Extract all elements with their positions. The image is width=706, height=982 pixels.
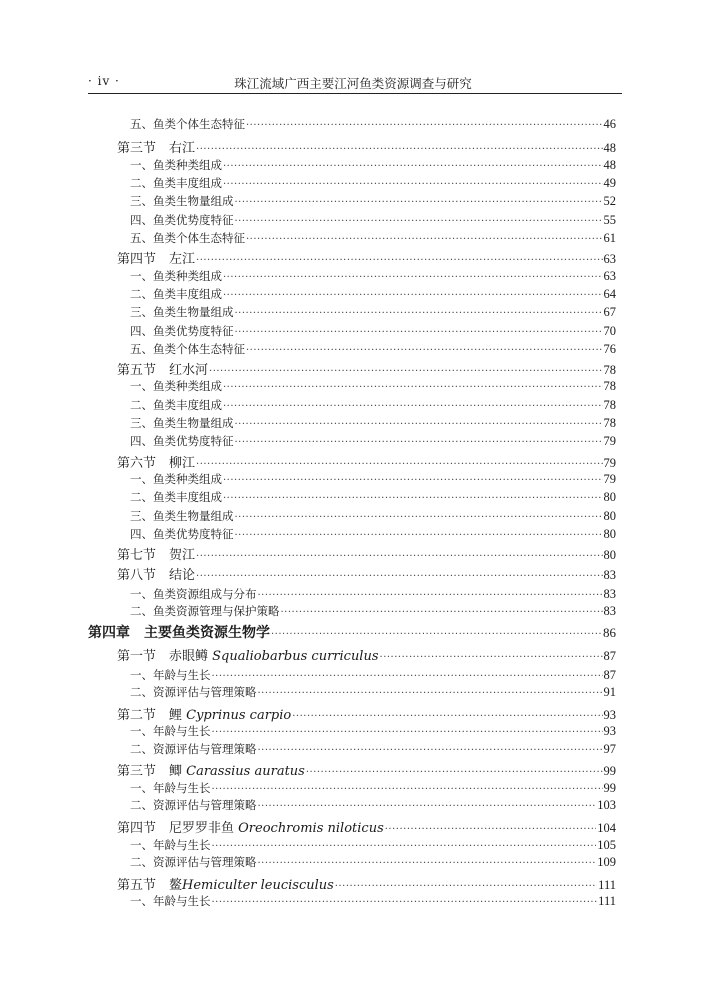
toc-entry-title-text: 第五节 红水河 xyxy=(117,363,209,379)
toc-entry-page-number: 48 xyxy=(603,140,616,155)
toc-entry-title-text: 第四章 主要鱼类资源生物学 xyxy=(88,625,270,642)
toc-dot-leader xyxy=(235,327,603,338)
toc-entry-title xyxy=(117,817,384,836)
toc-entry-title-text: 一、年龄与生长 xyxy=(130,780,211,795)
toc-entry[interactable] xyxy=(117,248,616,267)
toc-dot-leader xyxy=(223,475,603,486)
toc-dot-leader xyxy=(385,824,597,835)
toc-entry-title xyxy=(130,526,234,542)
toc-entry-page-number: 99 xyxy=(603,780,616,795)
toc-entry-title xyxy=(117,544,195,563)
toc-entry[interactable] xyxy=(130,526,616,545)
header-page-number: · iv · xyxy=(88,74,120,88)
toc-dot-leader xyxy=(258,688,603,699)
toc-entry-title xyxy=(130,667,211,683)
toc-entry-page-number: 78 xyxy=(603,397,616,412)
toc-entry-title xyxy=(130,797,257,813)
toc-entry-title-text: 二、鱼类丰度组成 xyxy=(130,397,222,412)
toc-entry-title xyxy=(130,586,257,602)
toc-dot-leader xyxy=(235,216,603,227)
toc-dot-leader xyxy=(212,841,597,852)
toc-entry-page-number: 70 xyxy=(603,323,616,338)
toc-entry-title xyxy=(130,415,234,431)
toc-entry-page-number: 99 xyxy=(603,763,616,778)
toc-entry-title xyxy=(130,397,222,413)
toc-entry-title xyxy=(130,268,222,284)
toc-dot-leader xyxy=(258,858,597,869)
toc-entry-title-text: 第三节 鲫 xyxy=(117,763,187,779)
toc-entry-page-number: 83 xyxy=(603,604,616,618)
toc-dot-leader xyxy=(212,897,598,908)
toc-entry[interactable] xyxy=(130,323,616,342)
toc-entry-page-number: 78 xyxy=(603,416,616,430)
toc-dot-leader xyxy=(258,590,603,601)
toc-entry[interactable] xyxy=(130,723,616,742)
toc-entry-title xyxy=(117,760,305,779)
toc-entry[interactable] xyxy=(130,286,616,305)
toc-entry[interactable] xyxy=(117,359,616,378)
toc-entry-page-number: 104 xyxy=(597,821,616,836)
toc-dot-leader xyxy=(223,382,603,393)
toc-entry[interactable] xyxy=(130,415,616,434)
toc-dot-leader xyxy=(306,767,603,778)
toc-entry-page-number: 109 xyxy=(597,855,616,870)
toc-entry-title-text: 二、资源评估与管理策略 xyxy=(130,684,257,699)
toc-dot-leader xyxy=(246,345,603,356)
toc-entry[interactable] xyxy=(130,854,616,873)
toc-entry-page-number: 80 xyxy=(603,548,616,563)
toc-entry-title xyxy=(117,137,195,156)
toc-entry-page-number: 79 xyxy=(603,434,616,449)
toc-entry[interactable] xyxy=(117,452,616,471)
toc-entry-title xyxy=(117,452,195,471)
toc-entry-title-text: 五、鱼类个体生态特征 xyxy=(130,117,245,131)
toc-entry[interactable] xyxy=(130,193,616,212)
toc-entry[interactable] xyxy=(130,586,616,605)
toc-entry-title-text: 第三节 右江 xyxy=(117,140,196,156)
toc-entry-page-number: 78 xyxy=(603,379,616,394)
toc-entry-title-text: 三、鱼类生物量组成 xyxy=(130,194,234,209)
toc-entry-title-text: 二、鱼类资源管理与保护策略 xyxy=(130,604,280,618)
toc-entry-title xyxy=(130,341,245,357)
toc-entry-page-number: 103 xyxy=(597,798,616,812)
toc-entry[interactable] xyxy=(130,797,616,816)
toc-entry-page-number: 78 xyxy=(603,363,616,378)
toc-entry-page-number: 87 xyxy=(603,649,616,663)
toc-dot-leader xyxy=(235,530,603,541)
toc-entry[interactable] xyxy=(130,684,616,703)
toc-dot-leader xyxy=(235,308,603,319)
toc-entry-title-text: 一、年龄与生长 xyxy=(130,893,211,908)
toc-entry-title-text: 二、资源评估与管理策略 xyxy=(130,855,257,870)
toc-entry-page-number: 80 xyxy=(603,526,616,541)
toc-dot-leader xyxy=(281,607,603,618)
toc-entry-title xyxy=(130,854,257,870)
toc-entry-title xyxy=(130,323,234,339)
toc-dot-leader xyxy=(223,272,603,283)
toc-entry-page-number: 64 xyxy=(603,286,616,301)
toc-entry-page-number: 105 xyxy=(597,837,616,852)
toc-entry-title xyxy=(130,471,222,487)
toc-entry-title xyxy=(130,433,234,449)
toc-dot-leader xyxy=(380,652,603,663)
toc-entry-title xyxy=(130,116,245,132)
toc-entry-page-number: 111 xyxy=(598,893,616,908)
toc-entry-page-number: 61 xyxy=(603,231,616,245)
toc-dot-leader xyxy=(258,801,597,812)
toc-entry[interactable] xyxy=(130,268,616,287)
toc-entry-title xyxy=(130,304,234,320)
toc-entry[interactable] xyxy=(130,397,616,416)
toc-entry[interactable] xyxy=(117,704,616,723)
toc-entry-title xyxy=(130,193,234,209)
toc-entry[interactable] xyxy=(130,433,616,452)
toc-entry[interactable] xyxy=(130,116,616,135)
toc-entry[interactable] xyxy=(117,544,616,563)
toc-entry-page-number: 55 xyxy=(603,212,616,227)
toc-dot-leader xyxy=(196,144,602,155)
toc-dot-leader xyxy=(223,290,603,301)
toc-entry-title-text: 一、鱼类资源组成与分布 xyxy=(130,586,257,601)
toc-dot-leader xyxy=(258,745,603,756)
toc-entry-title-text: 第七节 贺江 xyxy=(117,548,196,564)
toc-entry[interactable] xyxy=(130,230,616,249)
toc-entry[interactable] xyxy=(130,741,616,760)
toc-entry-latin-name: Oreochromis niloticus xyxy=(238,821,384,837)
toc-entry-title-text: 二、鱼类丰度组成 xyxy=(130,286,222,301)
toc-entry-title xyxy=(117,564,195,583)
toc-entry-title-text: 四、鱼类优势度特征 xyxy=(130,323,234,338)
toc-dot-leader xyxy=(209,366,602,377)
toc-entry-title-text: 五、鱼类个体生态特征 xyxy=(130,341,245,356)
toc-entry[interactable] xyxy=(130,489,616,508)
toc-entry[interactable] xyxy=(130,508,616,527)
toc-entry-title xyxy=(130,837,211,853)
toc-entry-page-number: 63 xyxy=(603,252,616,267)
toc-entry-title xyxy=(117,874,334,893)
toc-entry-title-text: 二、资源评估与管理策略 xyxy=(130,798,257,812)
toc-dot-leader xyxy=(235,512,603,523)
toc-entry-title-text: 一、鱼类种类组成 xyxy=(130,471,222,486)
toc-dot-leader xyxy=(212,727,603,738)
toc-entry-page-number: 52 xyxy=(603,194,616,209)
toc-entry-title-text: 三、鱼类生物量组成 xyxy=(130,416,234,430)
toc-entry-title-text: 四、鱼类优势度特征 xyxy=(130,526,234,541)
toc-entry-title-text: 一、鱼类种类组成 xyxy=(130,157,222,172)
toc-dot-leader xyxy=(246,120,603,131)
toc-entry[interactable] xyxy=(117,874,616,893)
toc-entry-page-number: 83 xyxy=(603,586,616,601)
toc-entry-page-number: 63 xyxy=(603,268,616,283)
toc-entry-title xyxy=(130,603,280,619)
toc-dot-leader xyxy=(196,255,602,266)
toc-entry-title-text: 四、鱼类优势度特征 xyxy=(130,212,234,227)
toc-entry-title xyxy=(117,248,195,267)
toc-dot-leader xyxy=(196,459,602,470)
toc-dot-leader xyxy=(223,493,603,504)
toc-entry-page-number: 49 xyxy=(603,176,616,191)
toc-entry-title-text: 五、鱼类个体生态特征 xyxy=(130,231,245,245)
toc-dot-leader xyxy=(235,197,603,208)
toc-dot-leader xyxy=(246,234,603,245)
toc-entry-title xyxy=(130,378,222,394)
toc-entry-title-text: 第八节 结论 xyxy=(117,568,196,584)
toc-entry-latin-name: Cyprinus carpio xyxy=(186,707,292,723)
toc-entry[interactable] xyxy=(117,760,616,779)
toc-entry-page-number: 76 xyxy=(603,341,616,356)
toc-entry[interactable] xyxy=(130,603,616,622)
toc-entry[interactable] xyxy=(130,341,616,360)
toc-entry-page-number: 67 xyxy=(603,305,616,320)
toc-entry[interactable] xyxy=(130,157,616,176)
toc-entry-page-number: 80 xyxy=(603,508,616,523)
toc-dot-leader xyxy=(212,671,603,682)
toc-entry-title xyxy=(130,212,234,228)
toc-entry-title-text: 一、年龄与生长 xyxy=(130,724,211,738)
toc-entry-title xyxy=(130,741,257,757)
toc-entry[interactable] xyxy=(130,175,616,194)
toc-entry-page-number: 86 xyxy=(603,625,616,641)
toc-entry-title-text: 第五节 鳌 xyxy=(117,878,183,894)
toc-entry-title xyxy=(130,175,222,191)
toc-entry[interactable] xyxy=(130,837,616,856)
toc-dot-leader xyxy=(335,881,597,892)
toc-entry-title xyxy=(117,359,208,378)
toc-entry[interactable] xyxy=(130,780,616,799)
toc-entry-page-number: 97 xyxy=(603,742,616,757)
toc-entry-page-number: 87 xyxy=(603,667,616,682)
toc-entry-title xyxy=(130,684,257,700)
toc-entry-title xyxy=(130,157,222,173)
toc-entry-title-text: 第六节 柳江 xyxy=(117,455,196,471)
toc-entry-page-number: 93 xyxy=(603,707,616,722)
toc-dot-leader xyxy=(223,179,603,190)
toc-entry-latin-name: Hemiculter leucisculus xyxy=(182,878,334,894)
toc-entry-title-text: 第二节 鲤 xyxy=(117,707,187,723)
toc-entry-title xyxy=(130,508,234,524)
toc-entry-title xyxy=(130,230,245,246)
toc-entry[interactable] xyxy=(117,564,616,583)
toc-entry-title xyxy=(117,645,379,664)
toc-dot-leader xyxy=(196,551,602,562)
toc-entry-page-number: 46 xyxy=(603,117,616,131)
toc-entry-page-number: 79 xyxy=(603,471,616,486)
toc-dot-leader xyxy=(292,711,602,722)
toc-entry[interactable] xyxy=(130,893,616,912)
toc-dot-leader xyxy=(235,419,603,430)
toc-entry-title-text: 二、鱼类丰度组成 xyxy=(130,490,222,505)
header-running-title: 珠江流域广西主要江河鱼类资源调查与研究 xyxy=(234,76,472,91)
toc-entry-title-text: 第四节 左江 xyxy=(117,252,196,268)
toc-entry[interactable] xyxy=(130,378,616,397)
toc-entry-page-number: 83 xyxy=(603,568,616,583)
toc-entry-title xyxy=(130,780,211,796)
toc-entry[interactable] xyxy=(88,622,616,641)
toc-entry-page-number: 93 xyxy=(603,724,616,738)
toc-entry[interactable] xyxy=(117,817,616,836)
toc-entry-latin-name: Squaliobarbus curriculus xyxy=(212,649,379,664)
toc-entry-title xyxy=(88,622,270,642)
toc-entry-title xyxy=(130,723,211,739)
toc-entry-title-text: 二、资源评估与管理策略 xyxy=(130,742,257,757)
toc-entry[interactable] xyxy=(130,471,616,490)
toc-entry[interactable] xyxy=(130,304,616,323)
toc-dot-leader xyxy=(271,629,602,640)
toc-dot-leader xyxy=(223,401,603,412)
toc-entry-title-text: 一、鱼类种类组成 xyxy=(130,379,222,394)
toc-entry-title-text: 一、鱼类种类组成 xyxy=(130,268,222,283)
toc-entry-latin-name: Carassius auratus xyxy=(186,763,305,779)
toc-entry-page-number: 91 xyxy=(603,684,616,699)
toc-entry-page-number: 79 xyxy=(603,455,616,470)
toc-entry-title-text: 四、鱼类优势度特征 xyxy=(130,434,234,449)
toc-entry-title xyxy=(117,704,291,723)
header-rule xyxy=(88,93,622,94)
toc-entry-title-text: 二、鱼类丰度组成 xyxy=(130,176,222,191)
toc-entry-title xyxy=(130,286,222,302)
toc-entry[interactable] xyxy=(117,137,616,156)
toc-entry-title-text: 三、鱼类生物量组成 xyxy=(130,305,234,320)
toc-entry-page-number: 80 xyxy=(603,490,616,505)
toc-dot-leader xyxy=(235,437,603,448)
toc-entry-title-text: 第四节 尼罗罗非鱼 xyxy=(117,821,239,837)
toc-entry-title-text: 三、鱼类生物量组成 xyxy=(130,508,234,523)
toc-entry-title-text: 一、年龄与生长 xyxy=(130,667,211,682)
toc-entry-title-text: 一、年龄与生长 xyxy=(130,837,211,852)
toc-entry-title xyxy=(130,893,211,909)
toc-dot-leader xyxy=(196,571,602,582)
toc-entry[interactable] xyxy=(117,645,616,664)
toc-entry-page-number: 111 xyxy=(598,878,616,893)
toc-dot-leader xyxy=(212,784,603,795)
toc-dot-leader xyxy=(223,161,603,172)
toc-entry-title-text: 第一节 赤眼鳟 xyxy=(117,649,213,664)
toc-entry-page-number: 48 xyxy=(603,157,616,172)
toc-entry[interactable] xyxy=(130,212,616,231)
toc-entry-title xyxy=(130,489,222,505)
